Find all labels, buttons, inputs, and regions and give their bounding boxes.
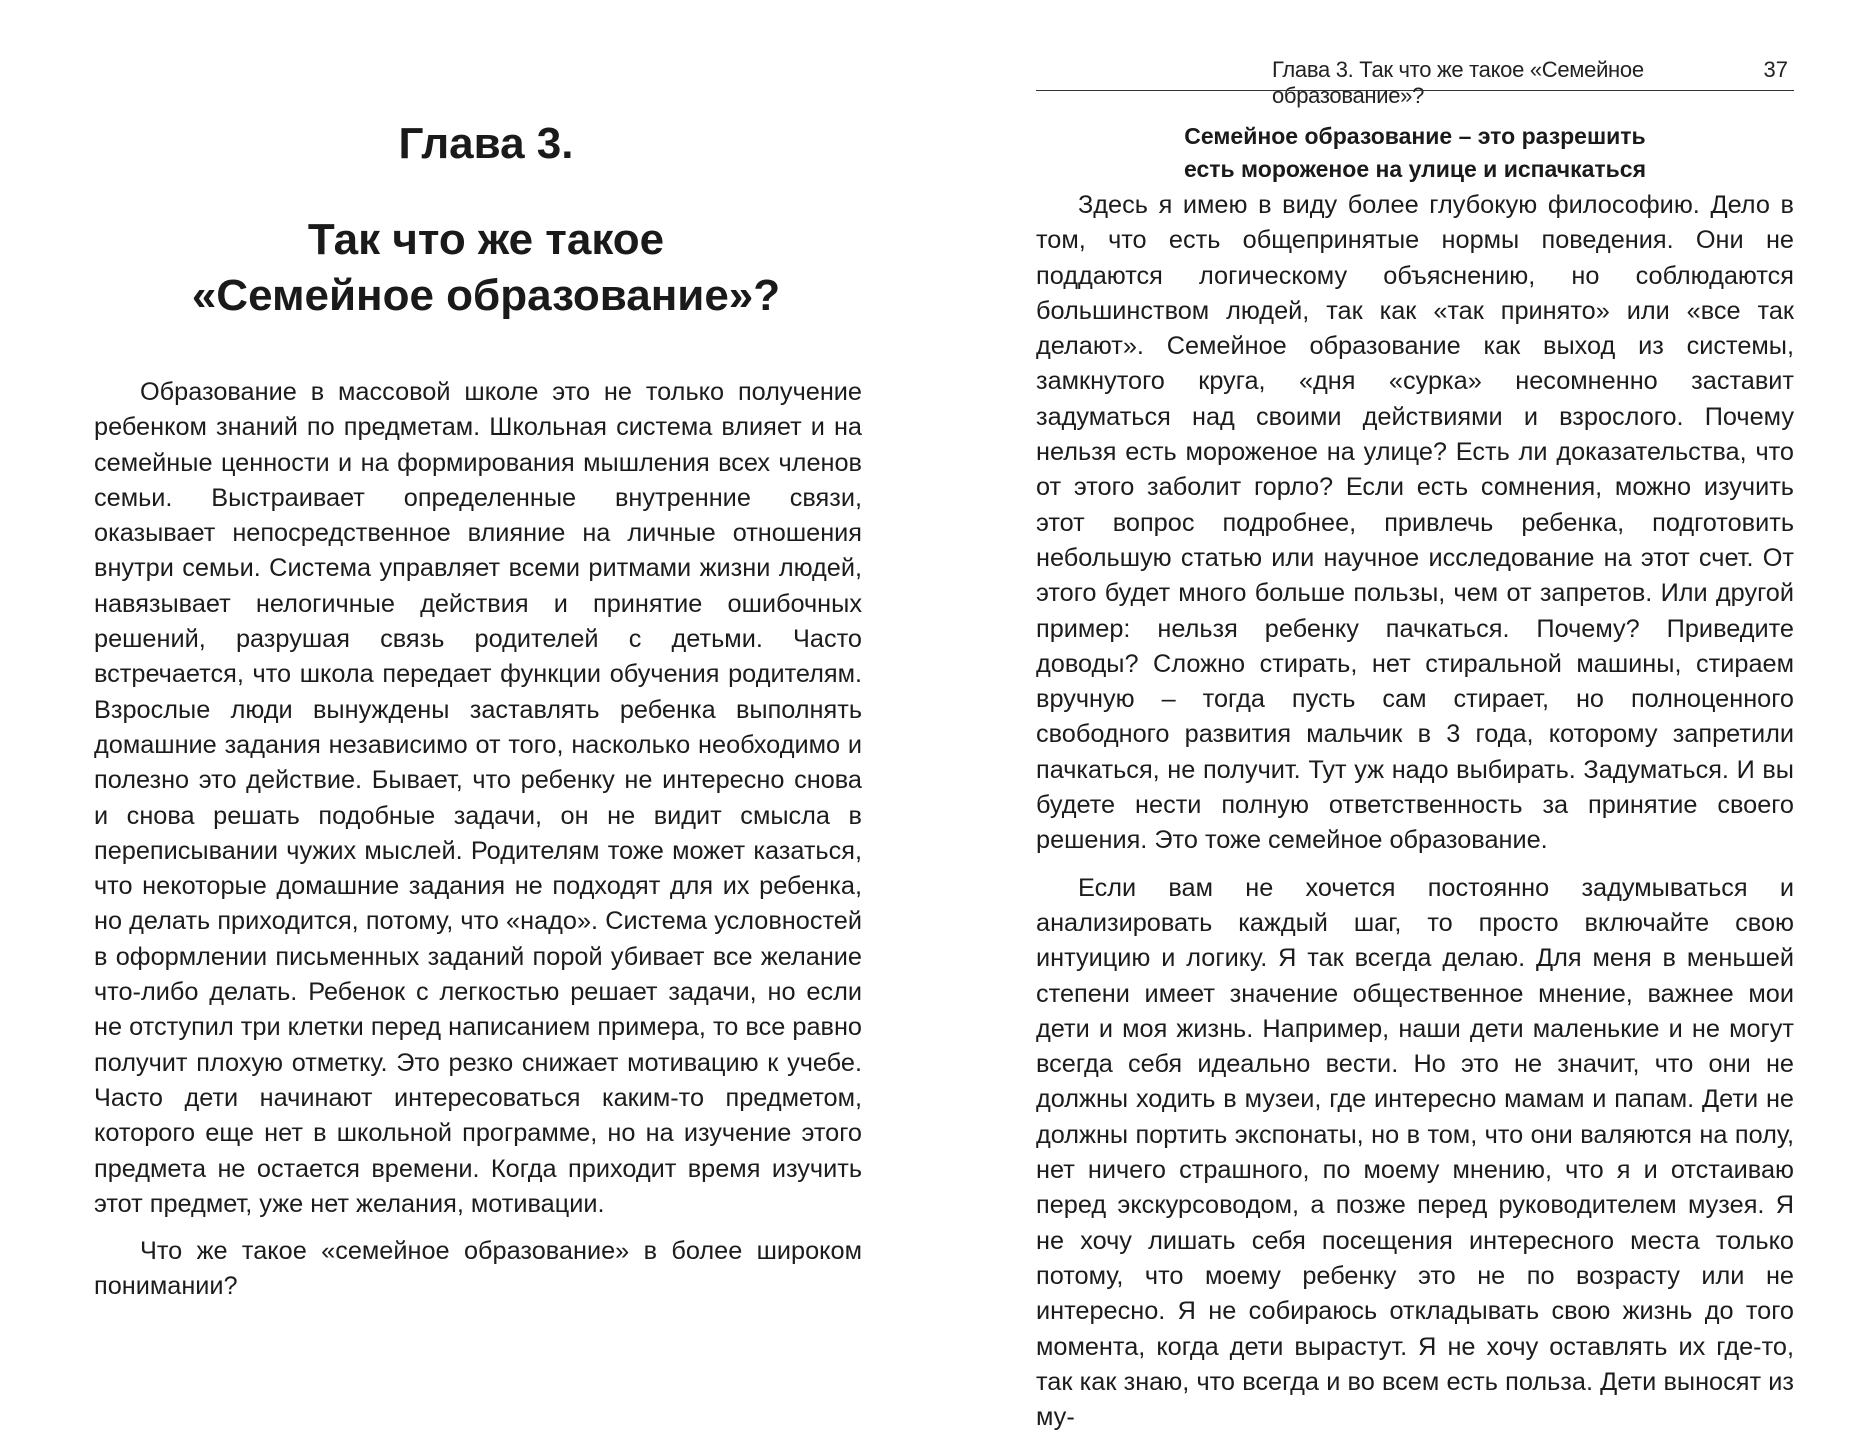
left-page-body [94, 375, 862, 1305]
chapter-title [94, 212, 862, 324]
section-heading [1036, 120, 1794, 186]
page-number: 37 [1763, 57, 1788, 82]
chapter-title-line1: Так что же такое [307, 215, 665, 264]
left-paragraph-1: Образование в массовой школе это не только получение ребенком знаний по предметам. Школьная система влияет и на семейные ценности и на формирования мышления всех членов семьи. Выстраивает определенные внутренние связи, оказывает непосредственное влияние на личные отношения внутри семьи. Система управляет всеми ритмами жизни людей, навязывает нелогичные действия и принятие ошибочных решений, разрушая связь родителей с детьми. Часто встречается, что школа передает функции обучения родителям. Взрослые люди вынуждены заставлять ребенка выполнять домашние задания независимо от того, насколько необходимо и полезно это действие. Бывает, что ребенку не интересно снова и снова решать подобные задачи, он не видит смысла в переписывании чужих мыслей. Родителям тоже может казаться, что некоторые домашние задания не подходят для их ребенка, но делать приходится, потому, что «надо». Система условностей в оформлении письменных заданий порой убивает все желание что-либо делать. Ребенок с легкостью решает задачи, но если не отступил три клетки перед написанием примера, то все равно получит плохую отметку. Это резко снижает мотивацию к учебе. Часто дети начинают интересоваться каким-то предметом, которого еще нет в школьной программе, но на изучение этого предмета не остается времени. Когда приходит время изучить этот предмет, уже нет желания, мотивации. [94, 378, 862, 1218]
chapter-number: Глава 3. [398, 119, 574, 168]
chapter-title-line2: «Семейное образование»? [191, 271, 781, 320]
left-paragraph-2: Что же такое «семейное образование» в более широком понимании? [94, 1237, 862, 1301]
section-heading-line2: есть мороженое на улице и испачкаться [1183, 156, 1647, 182]
running-header [1036, 54, 1794, 108]
right-page-body [1036, 188, 1794, 1435]
section-heading-line1: Семейное образование – это разрешить [1184, 123, 1646, 149]
chapter-heading-block [94, 118, 862, 324]
header-rule [1036, 90, 1794, 91]
running-header-title: Глава 3. Так что же такое «Семейное образование»? [1272, 57, 1644, 108]
right-paragraph-1: Здесь я имею в виду более глубокую философию. Дело в том, что есть общепринятые нормы поведения. Они не поддаются логическому объяснению, но соблюдаются большинством людей, так как «так принято» или «все так делают». Семейное образование как выход из системы, замкнутого круга, «дня «сурка» несомненно заставит задуматься над своими действиями и взрослого. Почему нельзя есть мороженое на улице? Есть ли доказательства, что от этого заболит горло? Если есть сомнения, можно изучить этот вопрос подробнее, привлечь ребенка, подготовить небольшую статью или научное исследование на этот счет. От этого будет много больше пользы, чем от запретов. Или другой пример: нельзя ребенку пачкаться. Почему? Приведите доводы? Сложно стирать, нет стиральной машины, стираем вручную – тогда пусть сам стирает, но полноценного свободного развития мальчик в 3 года, которому запретили пачкаться, не получит. Тут уж надо выбирать. Задуматься. И вы будете нести полную ответственность за принятие своего решения. Это тоже семейное образование. [1036, 191, 1794, 855]
right-paragraph-2: Если вам не хочется постоянно задумываться и анализировать каждый шаг, то просто включайте свою интуицию и логику. Я так всегда делаю. Для меня в меньшей степени имеет значение общественное мнение, важнее мои дети и моя жизнь. Например, наши дети маленькие и не могут всегда себя идеально вести. Но это не значит, что они не должны ходить в музеи, где интересно мамам и папам. Дети не должны портить экспонаты, но в том, что они валяются на полу, нет ничего страшного, по моему мнению, что я и отстаиваю перед экскурсоводом, а позже перед руководителем музея. Я не хочу лишать себя посещения интересного места только потому, что моему ребенку это не по возрасту или не интересно. Я не собираюсь откладывать свою жизнь до того момента, когда дети вырастут. Я не хочу оставлять их где-то, так как знаю, что всегда и во всем есть польза. Дети выносят из му- [1036, 873, 1794, 1432]
